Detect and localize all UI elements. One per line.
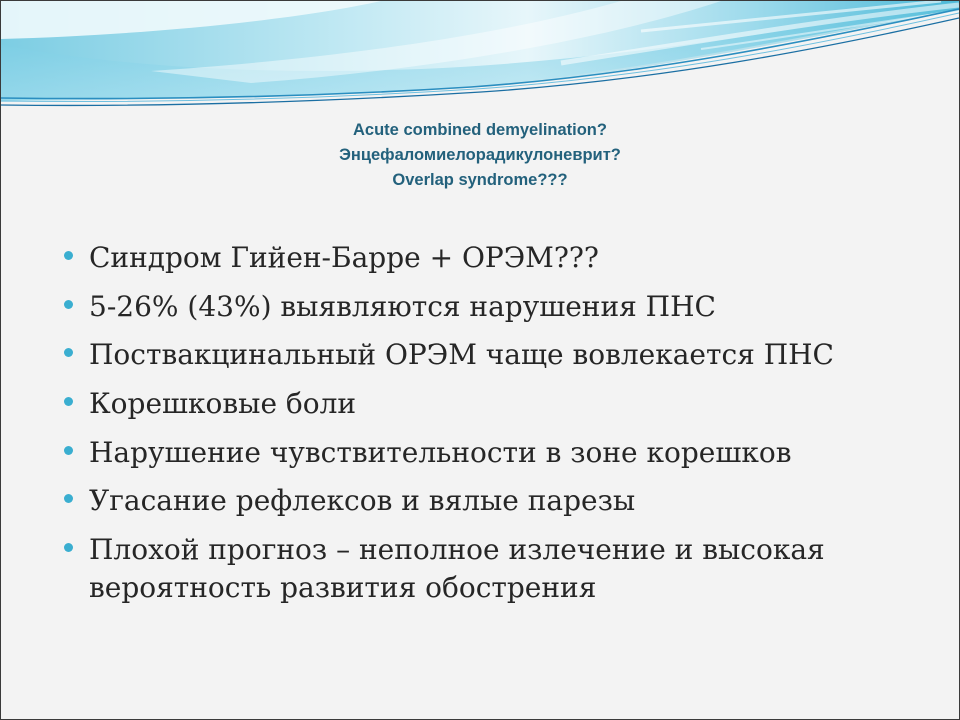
bullet-item <box>89 385 934 423</box>
bullet-item <box>89 239 934 277</box>
bullet-list <box>89 239 934 618</box>
bullet-text: Корешковые боли <box>89 387 357 421</box>
title-line-1: Acute combined demyelination? <box>353 121 607 139</box>
bullet-marker-icon <box>64 397 73 406</box>
wave-header-decoration <box>1 1 959 113</box>
bullet-item <box>89 288 934 326</box>
bullet-text: Поствакцинальный ОРЭМ чаще вовлекается ПНС <box>89 338 834 372</box>
slide-title <box>1 118 959 193</box>
bullet-marker-icon <box>64 494 73 503</box>
bullet-marker-icon <box>64 543 73 552</box>
bullet-item <box>89 531 934 607</box>
bullet-text: Угасание рефлексов и вялые парезы <box>89 484 636 518</box>
bullet-text: Синдром Гийен-Барре + ОРЭМ??? <box>89 241 599 274</box>
bullet-marker-icon <box>64 348 73 357</box>
title-line-3: Overlap syndrome??? <box>392 171 568 189</box>
bullet-item <box>89 434 934 472</box>
bullet-text: Плохой прогноз – неполное излечение и высокая вероятность развития обострения <box>89 533 825 605</box>
bullet-marker-icon <box>64 300 73 309</box>
bullet-text: Нарушение чувствительности в зоне корешков <box>89 435 792 469</box>
bullet-item <box>89 482 934 520</box>
bullet-marker-icon <box>64 251 73 260</box>
title-line-2: Энцефаломиелорадикулоневрит? <box>339 146 621 164</box>
bullet-marker-icon <box>64 446 73 455</box>
bullet-text: 5-26% (43%) выявляются нарушения ПНС <box>89 289 716 323</box>
bullet-item <box>89 336 934 374</box>
